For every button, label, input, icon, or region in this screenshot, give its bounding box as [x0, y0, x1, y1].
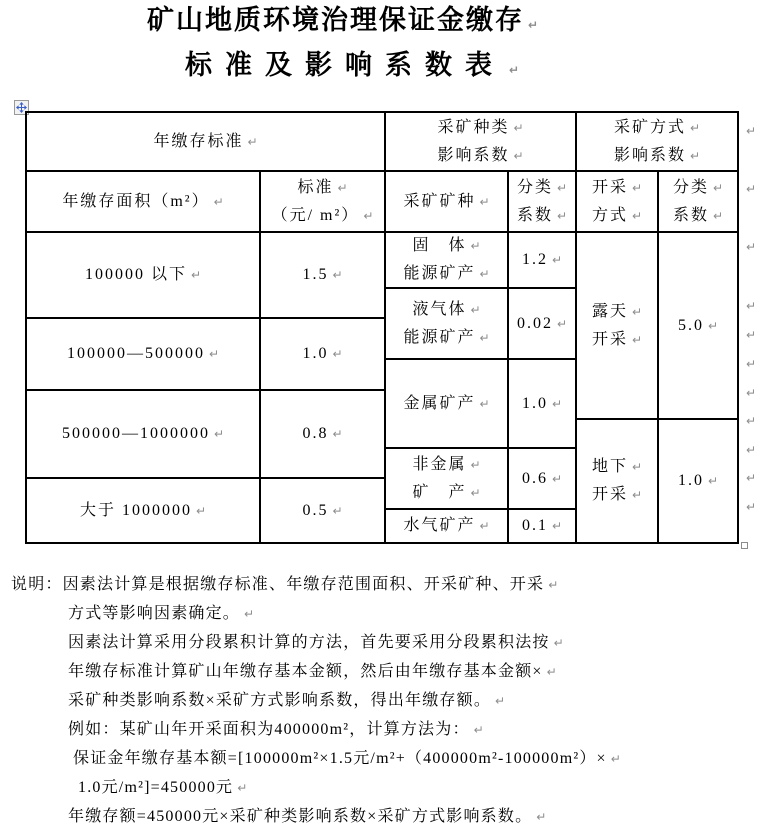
- table-row: [27, 391, 384, 479]
- cell-text: 采矿方式: [613, 118, 686, 136]
- paragraph-mark-icon: ↵: [536, 810, 547, 824]
- cell-standard-value: [261, 319, 384, 389]
- paragraph-mark-icon: ↵: [332, 268, 343, 282]
- paragraph-mark-icon: ↵: [746, 443, 757, 457]
- page-title-line-1: [147, 4, 538, 41]
- paragraph-mark-icon: ↵: [363, 208, 374, 223]
- paragraph-mark-icon: ↵: [470, 302, 481, 317]
- cell-text: 影响系数: [437, 146, 510, 164]
- cell-text: 年缴存面积（m²）: [62, 192, 210, 210]
- coefficient-table: [25, 111, 739, 544]
- cell-text: 0.6: [521, 469, 548, 487]
- cell-mining-method-header: [577, 113, 737, 170]
- table-row: [386, 449, 575, 510]
- table-row: [386, 289, 575, 360]
- table-section-mining-method-coef: [577, 113, 737, 542]
- cell-text: 分类: [516, 178, 553, 196]
- paragraph-mark-icon: ↵: [479, 194, 490, 209]
- cell-text: 影响系数: [613, 146, 686, 164]
- paragraph-mark-icon: ↵: [551, 396, 563, 411]
- cell-text: 0.8: [302, 425, 329, 442]
- cell-text: 1.5: [302, 266, 329, 283]
- cell-text: 地下: [591, 458, 628, 475]
- paragraph-mark-icon: ↵: [513, 148, 524, 163]
- paragraph-mark-icon: ↵: [746, 240, 757, 254]
- paragraph-mark-icon: ↵: [479, 519, 490, 533]
- note-text: 因素法计算采用分段累积计算的方法，首先要采用分段累积法按: [68, 634, 550, 651]
- cell-text: 分类: [672, 178, 709, 196]
- paragraph-mark-icon: ↵: [746, 328, 757, 342]
- table-row: [386, 510, 575, 542]
- cell-type-coef-value: [509, 449, 575, 508]
- cell-mining-method: [577, 233, 659, 418]
- paragraph-mark-icon: ↵: [332, 503, 343, 518]
- table-section-deposit-standard: [27, 113, 386, 542]
- cell-deposit-standard-header: [27, 113, 384, 170]
- paragraph-mark-icon: ↵: [689, 148, 701, 163]
- paragraph-mark-icon: ↵: [213, 194, 224, 209]
- title-text: 矿山地质环境治理保证金缴存: [147, 5, 524, 35]
- table-row: [27, 479, 384, 542]
- note-text: 保证金年缴存基本额=[100000m²×1.5元/m²+（400000m²-100000m²）×: [73, 750, 607, 767]
- cell-text: 能源矿产: [403, 328, 476, 346]
- cell-standard-header: [261, 172, 384, 231]
- paragraph-mark-icon: ↵: [631, 180, 643, 195]
- cell-standard-value: [261, 233, 384, 317]
- paragraph-mark-icon: ↵: [746, 414, 757, 428]
- table-section-mining-type-coef: [386, 113, 577, 542]
- cell-standard-value: [261, 391, 384, 477]
- cell-standard-value: [261, 479, 384, 542]
- paragraph-mark-icon: ↵: [707, 474, 719, 488]
- cell-text: 0.02: [516, 314, 553, 332]
- cell-mineral-kind: [386, 289, 509, 358]
- paragraph-mark-icon: ↵: [746, 386, 757, 400]
- cell-area-range: [27, 391, 261, 477]
- paragraph-mark-icon: ↵: [495, 694, 506, 708]
- paragraph-mark-icon: ↵: [479, 396, 490, 411]
- cell-mineral-kind: [386, 449, 509, 508]
- paragraph-mark-icon: ↵: [712, 208, 724, 223]
- paragraph-mark-icon: ↵: [631, 488, 643, 502]
- paragraph-mark-icon: ↵: [208, 347, 220, 361]
- notes-section: [0, 570, 773, 831]
- paragraph-mark-icon: ↵: [470, 485, 481, 500]
- cell-mineral-kind: [386, 233, 509, 287]
- table-row: [27, 172, 384, 233]
- paragraph-mark-icon: ↵: [631, 304, 643, 319]
- paragraph-mark-icon: ↵: [746, 124, 757, 138]
- cell-mineral-kind-header: [386, 172, 509, 231]
- paragraph-mark-icon: ↵: [195, 503, 207, 518]
- cell-method-coef-header: [659, 172, 737, 231]
- cell-text: 固 体: [412, 237, 467, 254]
- paragraph-mark-icon: ↵: [610, 752, 621, 766]
- paragraph-mark-icon: ↵: [528, 18, 539, 32]
- paragraph-mark-icon: ↵: [707, 318, 719, 333]
- note-line: [73, 744, 773, 773]
- cell-text: 采矿种类: [437, 118, 510, 136]
- cell-mining-type-header: [386, 113, 575, 170]
- note-text: 例如：某矿山年开采面积为400000m²，计算方法为：: [68, 721, 470, 738]
- paragraph-mark-icon: ↵: [689, 120, 701, 135]
- paragraph-mark-icon: ↵: [546, 665, 557, 679]
- cell-text: 标准: [297, 178, 334, 196]
- paragraph-mark-icon: ↵: [237, 781, 248, 795]
- cell-text: 年缴存标准: [153, 132, 244, 150]
- paragraph-mark-icon: ↵: [551, 253, 563, 267]
- cell-mining-method: [577, 420, 659, 542]
- table-row: [27, 233, 384, 319]
- cell-text: 系数: [672, 206, 709, 224]
- cell-area-range: [27, 233, 261, 317]
- note-text: 方式等影响因素确定。: [68, 605, 241, 622]
- cell-area-range: [27, 479, 261, 542]
- paragraph-mark-icon: ↵: [746, 357, 757, 371]
- cell-text: 1.0: [302, 345, 329, 362]
- paragraph-mark-icon: ↵: [247, 134, 258, 149]
- paragraph-mark-icon: ↵: [473, 723, 484, 737]
- table-row: [386, 113, 575, 172]
- paragraph-mark-icon: ↵: [479, 267, 490, 281]
- paragraph-mark-icon: ↵: [746, 299, 757, 313]
- cell-method-coef-value: [659, 420, 737, 542]
- paragraph-mark-icon: ↵: [712, 180, 724, 195]
- cell-type-coef-value: [509, 360, 575, 447]
- note-text: 年缴存标准计算矿山年缴存基本金额，然后由年缴存基本金额×: [68, 663, 543, 680]
- note-text: 1.0元/m²]=450000元: [78, 779, 234, 796]
- paragraph-mark-icon: ↵: [556, 208, 568, 223]
- paragraph-mark-icon: ↵: [332, 427, 343, 441]
- cell-method-header: [577, 172, 659, 231]
- paragraph-mark-icon: ↵: [551, 519, 563, 533]
- table-row: [577, 233, 737, 420]
- cell-text: 能源矿产: [403, 265, 476, 282]
- cell-type-coef-header: [509, 172, 575, 231]
- table-row: [577, 420, 737, 542]
- paragraph-mark-icon: ↵: [551, 471, 563, 486]
- paragraph-mark-icon: ↵: [513, 120, 524, 135]
- paragraph-mark-icon: ↵: [631, 460, 643, 474]
- cell-text: （元/ m²）: [271, 206, 360, 224]
- note-line: [68, 802, 773, 831]
- table-row: [27, 319, 384, 391]
- paragraph-mark-icon: ↵: [470, 457, 481, 472]
- paragraph-mark-icon: ↵: [553, 636, 564, 650]
- paragraph-mark-icon: ↵: [244, 607, 255, 621]
- table-row: [386, 172, 575, 233]
- cell-text: 矿 产: [412, 483, 467, 501]
- note-line: [68, 599, 773, 628]
- cell-text: 露天: [591, 302, 628, 320]
- cell-annual-area-header: [27, 172, 261, 231]
- cell-text: 大于 1000000: [79, 501, 192, 519]
- table-row: [577, 113, 737, 172]
- note-line: [68, 657, 773, 686]
- cell-text: 开采: [591, 330, 628, 348]
- paragraph-mark-icon: ↵: [746, 471, 757, 485]
- cell-mineral-kind: [386, 510, 509, 542]
- note-text: 采矿种类影响系数×采矿方式影响系数，得出年缴存额。: [68, 692, 492, 709]
- note-line: [68, 628, 773, 657]
- table-resize-handle[interactable]: [741, 542, 748, 549]
- note-line: [68, 715, 773, 744]
- cell-text: 0.5: [302, 501, 329, 519]
- note-text: 年缴存额=450000元×采矿种类影响系数×采矿方式影响系数。: [68, 808, 533, 825]
- cell-text: 1.0: [677, 472, 704, 489]
- paragraph-mark-icon: ↵: [746, 182, 757, 196]
- note-line: [68, 686, 773, 715]
- paragraph-mark-icon: ↵: [190, 268, 202, 282]
- cell-text: 开采: [591, 486, 628, 503]
- cell-text: 系数: [516, 206, 553, 224]
- note-text: 说明：因素法计算是根据缴存标准、年缴存范围面积、开采矿种、开采: [11, 576, 545, 593]
- cell-text: 开采: [591, 178, 628, 196]
- paragraph-mark-icon: ↵: [556, 180, 568, 195]
- cell-text: 1.2: [521, 251, 548, 268]
- cell-text: 5.0: [677, 316, 704, 334]
- paragraph-mark-icon: ↵: [746, 500, 757, 514]
- paragraph-mark-icon: ↵: [631, 332, 643, 347]
- table-row: [577, 172, 737, 233]
- cell-text: 方式: [591, 206, 628, 224]
- paragraph-mark-icon: ↵: [509, 63, 520, 77]
- cell-text: 500000—1000000: [61, 425, 210, 442]
- cell-text: 液气体: [412, 300, 467, 318]
- cell-type-coef-value: [509, 510, 575, 542]
- cell-text: 0.1: [521, 517, 548, 534]
- paragraph-mark-icon: ↵: [548, 578, 559, 592]
- page-title-line-2: [185, 49, 519, 86]
- paragraph-mark-icon: ↵: [631, 208, 643, 223]
- table-row: [386, 360, 575, 449]
- cell-text: 1.0: [521, 394, 548, 412]
- paragraph-mark-icon: ↵: [213, 427, 225, 441]
- table-row: [386, 233, 575, 289]
- cell-text: 金属矿产: [403, 394, 476, 412]
- note-line: [11, 570, 773, 599]
- cell-text: 非金属: [412, 455, 467, 473]
- paragraph-mark-icon: ↵: [470, 239, 481, 253]
- paragraph-mark-icon: ↵: [556, 316, 568, 331]
- cell-area-range: [27, 319, 261, 389]
- cell-mineral-kind: [386, 360, 509, 447]
- paragraph-mark-icon: ↵: [479, 330, 490, 345]
- cell-text: 100000 以下: [84, 266, 187, 283]
- cell-text: 采矿矿种: [403, 192, 476, 210]
- note-line: [78, 773, 773, 802]
- cell-method-coef-value: [659, 233, 737, 418]
- cell-text: 100000—500000: [66, 345, 205, 362]
- paragraph-mark-icon: ↵: [337, 180, 348, 195]
- cell-type-coef-value: [509, 289, 575, 358]
- title-text: 标准及影响系数表: [185, 50, 505, 80]
- cell-type-coef-value: [509, 233, 575, 287]
- table-row: [27, 113, 384, 172]
- cell-text: 水气矿产: [403, 517, 476, 534]
- paragraph-mark-icon: ↵: [332, 347, 343, 361]
